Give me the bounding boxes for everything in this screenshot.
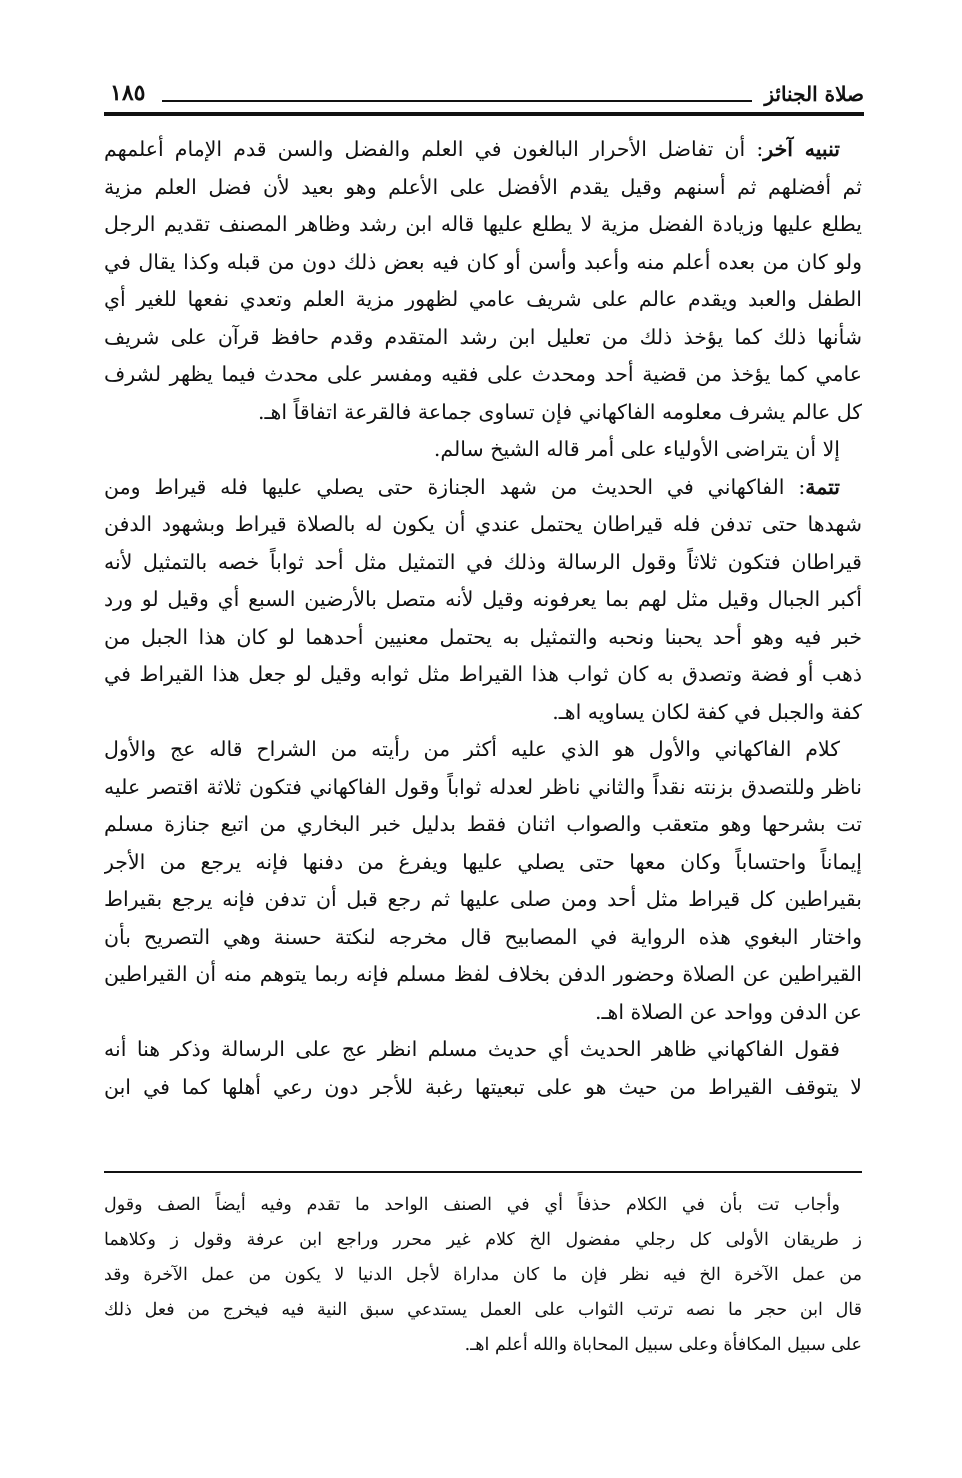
- line-text: يطلع عليها وزيادة الفضل مزية لا يطلع عليها قاله ابن رشد وظاهر المصنف تقديم الرجل: [104, 212, 862, 236]
- text-line: [104, 469, 862, 507]
- paragraph: [104, 469, 862, 732]
- paragraph-label: تتمة: [805, 474, 840, 499]
- line-text: قيراطان فتكون ثلاثاً وقول الرسالة وذلك في التمثيل مثل أحد ثواباً خصه بالتمثيل لأنه: [104, 549, 862, 574]
- line-text: ثم أفضلهم ثم أسنهم وقيل يقدم الأفضل على الأعلم وهو بعيد لأن فضل العلم مزية: [104, 174, 862, 199]
- line-text: لا يتوقف القيراط من حيث هو على تبعيتها رغبة للأجر دون رعي أهلها كما في ابن: [104, 1074, 862, 1099]
- text-line: [104, 206, 862, 244]
- line-text: ناظر وللتصدق بزنته نقداً والثاني ناظر لعدله ثواباً وقول الفاكهاني فتكون ثلاثة اقتصر عليه: [104, 774, 862, 799]
- text-line: [104, 356, 862, 394]
- text-line: [104, 244, 862, 282]
- line-text: ولو كان من بعده أعلم منه وأعبد وأسن أو كان فيه بعض ذلك دون من قبله وكذا يقال في: [104, 249, 862, 274]
- line-text: عامي كما يؤخذ من قضية أحد ومحدث على فقيه ومفسر على محدث فيما يظهر لشرف: [104, 362, 862, 386]
- line-text: كفة والجبل في كفة لكان يساويه اهـ.: [552, 699, 862, 724]
- text-line: [104, 1069, 862, 1107]
- text-line: [104, 619, 862, 657]
- line-text: عن الدفن وواحد عن الصلاة اهـ.: [594, 999, 862, 1024]
- text-line: [104, 956, 862, 994]
- footnote-divider: [104, 1171, 862, 1173]
- text-line: [104, 769, 862, 807]
- text-line: [104, 506, 862, 544]
- line-text: : أن تفاضل الأحرار البالغون في العلم والفضل والسن قدم الإمام أعلمهم: [104, 137, 764, 161]
- line-text: كلام الفاكهاني والأول هو الذي عليه أكثر من رأيته من الشراح قاله عج والأول: [104, 737, 840, 761]
- text-line: [104, 281, 862, 319]
- paragraph: [104, 1031, 862, 1106]
- text-line: [104, 694, 862, 732]
- text-line: [104, 544, 862, 582]
- text-line: [104, 881, 862, 919]
- paragraph: [104, 131, 862, 431]
- text-line: [104, 844, 862, 882]
- text-line: [104, 919, 862, 957]
- text-line: [104, 581, 862, 619]
- line-text: الطفل والعبد ويقدم عالم على شريف عامي لظهور مزية العلم وتعدي نفعها للغير أي: [104, 287, 862, 311]
- line-text: كل عالم يشرف معلومه الفاكهاني فإن تساوى جماعة فالقرعة اتفاقاً اهـ.: [258, 399, 862, 424]
- text-line: [104, 319, 862, 357]
- text-line: [104, 394, 862, 432]
- line-text: القيراطين عن الصلاة وحضور الدفن بخلاف لفظ مسلم فإنه ربما يتوهم منه أن القيراطين: [104, 962, 862, 986]
- line-text: إلا أن يتراضى الأولياء على أمر قاله الشيخ سالم.: [433, 437, 840, 461]
- header-divider: [104, 112, 864, 116]
- text-line: [104, 806, 862, 844]
- text-line: [104, 656, 862, 694]
- text-line: [104, 731, 862, 769]
- paragraph: [104, 431, 862, 469]
- line-text: فقول الفاكهاني ظاهر الحديث أي حديث مسلم انظر عج على الرسالة وذكر هنا أنه: [104, 1037, 840, 1061]
- footnote-line: على سبيل المكافأة وعلى سبيل المحاباة والله أعلم اهـ.: [464, 1335, 862, 1355]
- header-rule: [162, 100, 752, 102]
- running-title: صلاة الجنائز: [764, 82, 864, 106]
- line-text: شهدها حتى تدفن فله قيراطان يحتمل عندي أن يكون له بالصلاة قيراط وبشهود الدفن: [104, 512, 862, 536]
- line-text: ذهب أو فضة وتصدق به كان ثواب هذا القيراط مثل ثوابه وقيل لو جعل هذا القيراط في: [104, 662, 862, 686]
- footnote-line: ز طريقان الأولى كل رجلي مفضول الخ كلام غير محرر وراجع ابن عرفة وقول ز وكلاهما: [104, 1230, 862, 1250]
- line-text: واختار البغوي هذه الرواية في المصابيح قال مخرجه لنكتة حسنة وهي التصريح بأن: [104, 924, 862, 949]
- footnote: [104, 1188, 862, 1363]
- line-text: أكبر الجبال وقيل مثل لهم بما يعرفونه وقيل لأنه متصل بالأرضين السبع أي وقيل لو ورد: [104, 587, 862, 611]
- page-number: ١٨٥: [110, 80, 146, 106]
- footnote-line: وأجاب تت بأن في الكلام حذفاً أي في الصنف الواحد ما تقدم وفيه أيضاً الصف وقول: [104, 1195, 840, 1215]
- line-text: تت بشرحها وهو متعقب والصواب اثنان فقط بدليل خبر البخاري من اتبع جنازة مسلم: [104, 812, 862, 836]
- paragraph: [104, 731, 862, 1031]
- main-text: [104, 131, 862, 1106]
- line-text: : الفاكهاني في الحديث من شهد الجنازة حتى يصلي عليها فله قيراط ومن: [104, 474, 806, 499]
- footnote-line: من عمل الآخرة الخ فيه نظر فإن ما كان مداراة لأجل الدنيا لا يكون من عمل الآخرة وقد: [104, 1265, 862, 1285]
- text-line: [104, 169, 862, 207]
- page-header: [104, 82, 864, 112]
- text-line: [104, 1031, 862, 1069]
- line-text: خبر فيه وهو أحد يحبنا ونحبه والتمثيل به يحتمل معنيين أحدهما لو كان هذا الجبل من: [104, 624, 862, 649]
- line-text: إيماناً واحتساباً وكان معها حتى يصلي عليها ويفرغ من دفنها فإنه يرجع من الأجر: [104, 849, 862, 874]
- text-line: [104, 994, 862, 1032]
- text-line: [104, 131, 862, 169]
- line-text: بقيراطين كل قيراط مثل أحد ومن صلى عليها ثم رجع قبل أن تدفن فإنه يرجع بقيراط: [104, 887, 862, 911]
- text-line: [104, 431, 862, 469]
- footnote-line: قال ابن حجر ما نصه ترتب الثواب على العمل يستدعي سبق النية فيه فيخرج من فعل ذلك: [104, 1300, 862, 1320]
- line-text: شأنها ذلك كما يؤخذ ذلك من تعليل ابن رشد المتقدم وقدم حافظ قرآن على شريف: [104, 324, 862, 349]
- paragraph-label: تنبيه آخر: [763, 137, 840, 161]
